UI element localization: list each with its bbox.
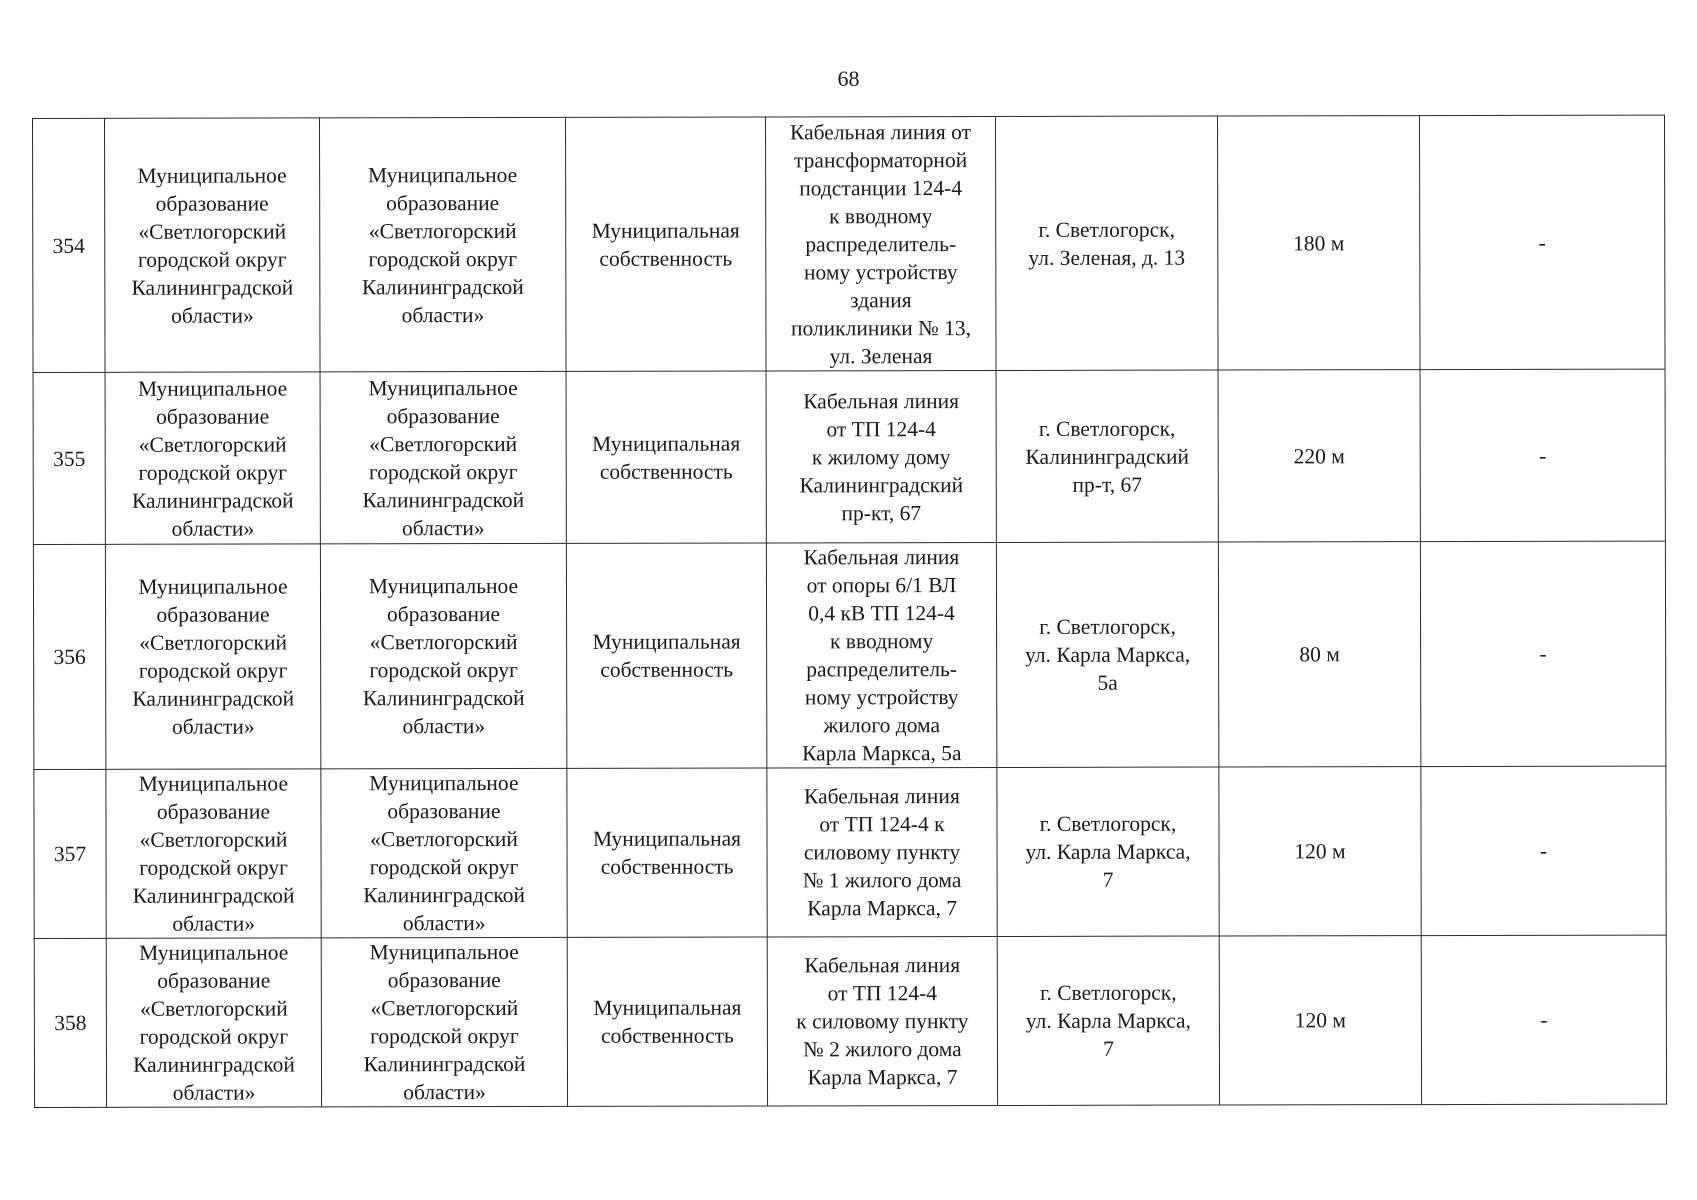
owner-cell: Муниципальное образование «Светлогорский городской округ Калининградской области» bbox=[106, 769, 321, 938]
length-cell: 80 м bbox=[1218, 542, 1420, 767]
address-cell: г. Светлогорск, ул. Карла Маркса, 5а bbox=[996, 542, 1218, 767]
object-name-cell: Кабельная линия от трансформаторной подстанции 124-4 к вводному распределитель- ному устройству здания поликлиники № 13, ул. Зеленая bbox=[765, 116, 996, 370]
right-type-cell: Муниципальная собственность bbox=[567, 768, 767, 937]
right-type-cell: Муниципальная собственность bbox=[566, 371, 766, 543]
table-row bbox=[33, 115, 1666, 372]
object-name-cell: Кабельная линия от ТП 124-4 к силовому пункту № 2 жилого дома Карла Маркса, 7 bbox=[767, 936, 997, 1105]
address-cell: г. Светлогорск, ул. Карла Маркса, 7 bbox=[997, 936, 1219, 1105]
right-type-cell: Муниципальная собственность bbox=[565, 117, 766, 371]
object-name-cell: Кабельная линия от опоры 6/1 ВЛ 0,4 кВ ТП 124-4 к вводному распределитель- ному устройству жилого дома Карла Маркса, 5а bbox=[766, 542, 996, 767]
holder-cell: Муниципальное образование «Светлогорский городской округ Калининградской области» bbox=[320, 543, 566, 769]
address-cell: г. Светлогорск, ул. Зеленая, д. 13 bbox=[995, 116, 1218, 370]
holder-cell: Муниципальное образование «Светлогорский городской округ Калининградской области» bbox=[320, 371, 566, 544]
object-name-cell: Кабельная линия от ТП 124-4 к силовому пункту № 1 жилого дома Карла Маркса, 7 bbox=[767, 767, 997, 936]
page-number: 68 bbox=[837, 66, 860, 91]
extra-cell: - bbox=[1421, 766, 1666, 936]
table-row bbox=[34, 935, 1666, 1107]
owner-cell: Муниципальное образование «Светлогорский городской округ Калининградской области» bbox=[105, 372, 320, 544]
length-cell: 120 м bbox=[1219, 936, 1421, 1105]
row-number-cell: 355 bbox=[33, 372, 105, 544]
row-number-cell: 357 bbox=[34, 769, 106, 938]
table-row bbox=[33, 369, 1665, 544]
table-row bbox=[33, 541, 1665, 769]
owner-cell: Муниципальное образование «Светлогорский городской округ Калининградской области» bbox=[105, 544, 320, 769]
length-cell: 120 м bbox=[1219, 767, 1421, 936]
right-type-cell: Муниципальная собственность bbox=[566, 543, 766, 768]
row-number-cell: 358 bbox=[34, 938, 106, 1107]
holder-cell: Муниципальное образование «Светлогорский городской округ Калининградской области» bbox=[320, 117, 567, 372]
holder-cell: Муниципальное образование «Светлогорский городской округ Калининградской области» bbox=[321, 937, 567, 1107]
extra-cell: - bbox=[1419, 115, 1665, 370]
extra-cell: - bbox=[1420, 541, 1665, 767]
table-row bbox=[34, 766, 1666, 938]
property-registry-table bbox=[32, 115, 1667, 1108]
extra-cell: - bbox=[1420, 369, 1665, 542]
owner-cell: Муниципальное образование «Светлогорский городской округ Калининградской области» bbox=[106, 938, 321, 1107]
holder-cell: Муниципальное образование «Светлогорский городской округ Калининградской области» bbox=[321, 768, 567, 938]
object-name-cell: Кабельная линия от ТП 124-4 к жилому дому Калининградский пр-кт, 67 bbox=[766, 370, 996, 542]
address-cell: г. Светлогорск, ул. Карла Маркса, 7 bbox=[997, 767, 1219, 936]
right-type-cell: Муниципальная собственность bbox=[567, 937, 767, 1106]
length-cell: 180 м bbox=[1217, 116, 1420, 370]
owner-cell: Муниципальное образование «Светлогорский городской округ Калининградской области» bbox=[105, 118, 321, 372]
length-cell: 220 м bbox=[1218, 370, 1420, 542]
row-number-cell: 354 bbox=[33, 118, 106, 372]
extra-cell: - bbox=[1421, 935, 1666, 1105]
address-cell: г. Светлогорск, Калининградский пр-т, 67 bbox=[996, 370, 1218, 542]
row-number-cell: 356 bbox=[33, 544, 105, 769]
